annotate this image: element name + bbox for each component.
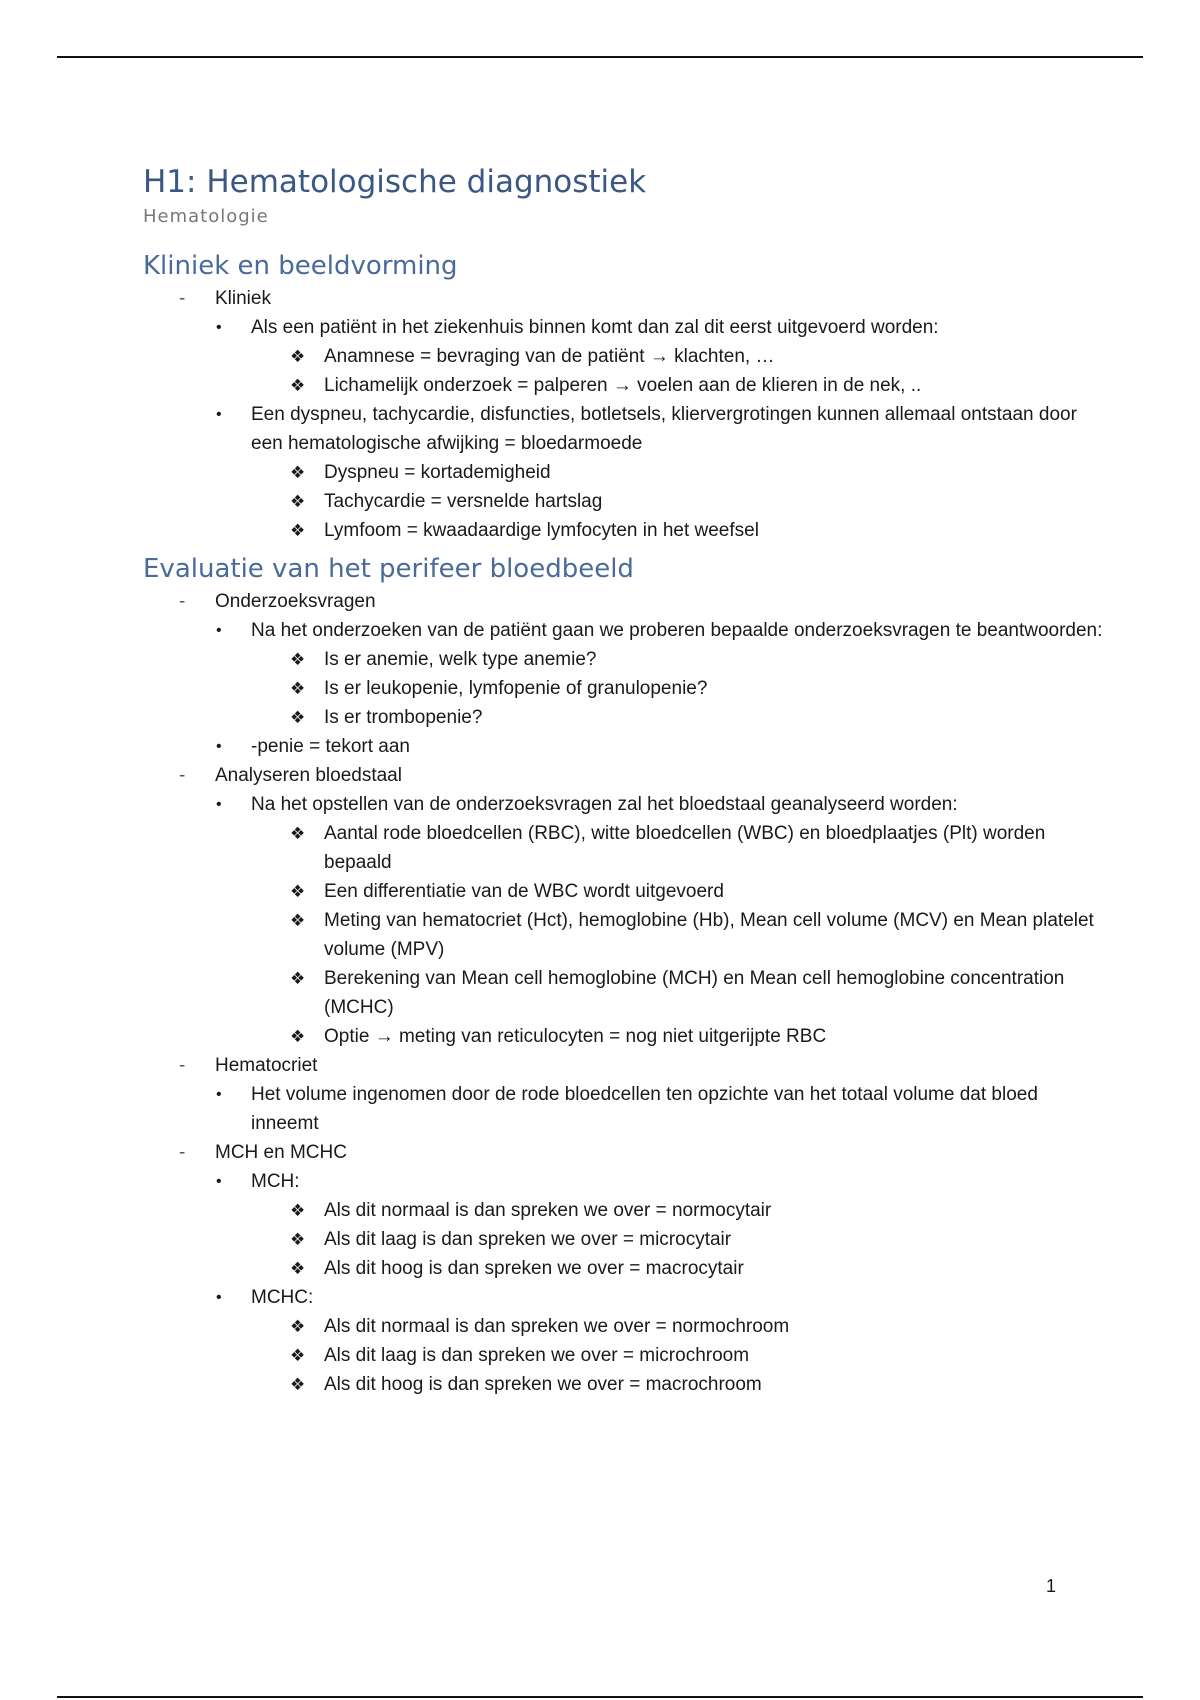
list-item-dash xyxy=(143,1051,1103,1080)
list-item-text: Een differentiatie van de WBC wordt uitgevoerd xyxy=(324,881,724,902)
footer-rule xyxy=(57,1696,1143,1698)
diamond-bullet-icon: ❖ xyxy=(290,882,306,901)
document-title: H1: Hematologische diagnostiek xyxy=(143,164,647,200)
list-item-diamond xyxy=(143,674,1103,703)
diamond-bullet-icon: ❖ xyxy=(290,650,306,669)
list-item-dash xyxy=(143,761,1103,790)
list-item-diamond xyxy=(143,819,1103,877)
list-item-diamond xyxy=(143,516,1103,545)
list-item-text: Anamnese = bevraging van de patiënt → klachten, … xyxy=(324,346,775,367)
list-item-diamond xyxy=(143,906,1103,964)
dash-marker: - xyxy=(179,765,186,786)
list-item-dash xyxy=(143,1138,1103,1167)
page-number: 1 xyxy=(1046,1576,1057,1596)
diamond-bullet-icon: ❖ xyxy=(290,1201,306,1220)
list-item-bullet xyxy=(143,732,1103,761)
list-item-text: Analyseren bloedstaal xyxy=(215,765,402,786)
list-item-text: Een dyspneu, tachycardie, disfuncties, botletsels, kliervergrotingen kunnen allemaal ontstaan door een hematologische afwijking = bloedarmoede xyxy=(251,404,1077,454)
dash-marker: - xyxy=(179,1142,186,1163)
list-item-diamond xyxy=(143,1225,1103,1254)
list-item-text: Als een patiënt in het ziekenhuis binnen komt dan zal dit eerst uitgevoerd worden: xyxy=(251,317,939,338)
list-item-text: Als dit normaal is dan spreken we over = normochroom xyxy=(324,1316,790,1337)
list-item-dash xyxy=(143,284,1103,313)
list-item-text: Onderzoeksvragen xyxy=(215,591,376,612)
list-item-diamond xyxy=(143,487,1103,516)
diamond-bullet-icon: ❖ xyxy=(290,347,306,366)
bullet-marker: • xyxy=(216,319,222,336)
bullet-marker: • xyxy=(216,622,222,639)
list-item-text: MCH en MCHC xyxy=(215,1142,347,1163)
list-item-text: Tachycardie = versnelde hartslag xyxy=(324,491,603,512)
list-item-diamond xyxy=(143,645,1103,674)
list-item-diamond xyxy=(143,1022,1103,1051)
list-item-text: Lymfoom = kwaadaardige lymfocyten in het weefsel xyxy=(324,520,759,541)
list-item-bullet xyxy=(143,313,1103,342)
list-item-diamond xyxy=(143,342,1103,371)
dash-marker: - xyxy=(179,1055,186,1076)
diamond-bullet-icon: ❖ xyxy=(290,492,306,511)
bullet-marker: • xyxy=(216,406,222,423)
list-item-text: MCHC: xyxy=(251,1287,314,1308)
list-item-text: Hematocriet xyxy=(215,1055,318,1076)
list-item-text: Als dit hoog is dan spreken we over = macrocytair xyxy=(324,1258,744,1279)
document-subtitle: Hematologie xyxy=(143,206,269,227)
list-item-text: Na het onderzoeken van de patiënt gaan we proberen bepaalde onderzoeksvragen te beantwoorden: xyxy=(251,620,1103,641)
list-item-diamond xyxy=(143,1341,1103,1370)
list-item-text: Is er trombopenie? xyxy=(324,707,483,728)
dash-marker: - xyxy=(179,591,186,612)
bullet-marker: • xyxy=(216,738,222,755)
diamond-bullet-icon: ❖ xyxy=(290,679,306,698)
header-rule xyxy=(57,56,1143,58)
list-item-text: MCH: xyxy=(251,1171,300,1192)
section-heading: Kliniek en beeldvorming xyxy=(143,251,458,281)
list-item-diamond xyxy=(143,1196,1103,1225)
list-item-bullet xyxy=(143,616,1103,645)
list-item-diamond xyxy=(143,964,1103,1022)
list-item-diamond xyxy=(143,458,1103,487)
diamond-bullet-icon: ❖ xyxy=(290,911,306,930)
list-item-text: Als dit laag is dan spreken we over = microcytair xyxy=(324,1229,732,1250)
list-item-text: Berekening van Mean cell hemoglobine (MCH) en Mean cell hemoglobine concentration (MCHC) xyxy=(324,968,1065,1018)
bullet-marker: • xyxy=(216,1173,222,1190)
diamond-bullet-icon: ❖ xyxy=(290,708,306,727)
diamond-bullet-icon: ❖ xyxy=(290,969,306,988)
list-item-bullet xyxy=(143,1167,1103,1196)
list-item-text: Als dit hoog is dan spreken we over = macrochroom xyxy=(324,1374,762,1395)
diamond-bullet-icon: ❖ xyxy=(290,1259,306,1278)
diamond-bullet-icon: ❖ xyxy=(290,463,306,482)
list-item-text: -penie = tekort aan xyxy=(251,736,410,757)
list-item-diamond xyxy=(143,371,1103,400)
section-list xyxy=(143,284,1103,545)
list-item-text: Als dit laag is dan spreken we over = microchroom xyxy=(324,1345,750,1366)
diamond-bullet-icon: ❖ xyxy=(290,1027,306,1046)
list-item-diamond xyxy=(143,703,1103,732)
list-item-text: Lichamelijk onderzoek = palperen → voelen aan de klieren in de nek, .. xyxy=(324,375,922,396)
bullet-marker: • xyxy=(216,796,222,813)
list-item-text: Als dit normaal is dan spreken we over = normocytair xyxy=(324,1200,772,1221)
list-item-text: Kliniek xyxy=(215,288,271,309)
diamond-bullet-icon: ❖ xyxy=(290,1317,306,1336)
list-item-bullet xyxy=(143,790,1103,819)
section-list xyxy=(143,587,1103,1399)
list-item-bullet xyxy=(143,400,1103,458)
list-item-dash xyxy=(143,587,1103,616)
section-heading: Evaluatie van het perifeer bloedbeeld xyxy=(143,554,634,584)
bullet-marker: • xyxy=(216,1289,222,1306)
list-item-text: Optie → meting van reticulocyten = nog niet uitgerijpte RBC xyxy=(324,1026,827,1047)
list-item-text: Is er anemie, welk type anemie? xyxy=(324,649,597,670)
list-item-diamond xyxy=(143,1254,1103,1283)
list-item-diamond xyxy=(143,877,1103,906)
list-item-diamond xyxy=(143,1312,1103,1341)
bullet-marker: • xyxy=(216,1086,222,1103)
diamond-bullet-icon: ❖ xyxy=(290,376,306,395)
list-item-text: Is er leukopenie, lymfopenie of granulopenie? xyxy=(324,678,708,699)
list-item-bullet xyxy=(143,1080,1103,1138)
list-item-diamond xyxy=(143,1370,1103,1399)
dash-marker: - xyxy=(179,288,186,309)
diamond-bullet-icon: ❖ xyxy=(290,1346,306,1365)
diamond-bullet-icon: ❖ xyxy=(290,1375,306,1394)
list-item-bullet xyxy=(143,1283,1103,1312)
list-item-text: Het volume ingenomen door de rode bloedcellen ten opzichte van het totaal volume dat bloed inneemt xyxy=(251,1084,1038,1134)
list-item-text: Na het opstellen van de onderzoeksvragen zal het bloedstaal geanalyseerd worden: xyxy=(251,794,958,815)
list-item-text: Meting van hematocriet (Hct), hemoglobine (Hb), Mean cell volume (MCV) en Mean platelet volume (MPV) xyxy=(324,910,1094,960)
document-body xyxy=(143,162,1103,1399)
list-item-text: Aantal rode bloedcellen (RBC), witte bloedcellen (WBC) en bloedplaatjes (Plt) worden bepaald xyxy=(324,823,1046,873)
diamond-bullet-icon: ❖ xyxy=(290,824,306,843)
diamond-bullet-icon: ❖ xyxy=(290,1230,306,1249)
diamond-bullet-icon: ❖ xyxy=(290,521,306,540)
list-item-text: Dyspneu = kortademigheid xyxy=(324,462,551,483)
